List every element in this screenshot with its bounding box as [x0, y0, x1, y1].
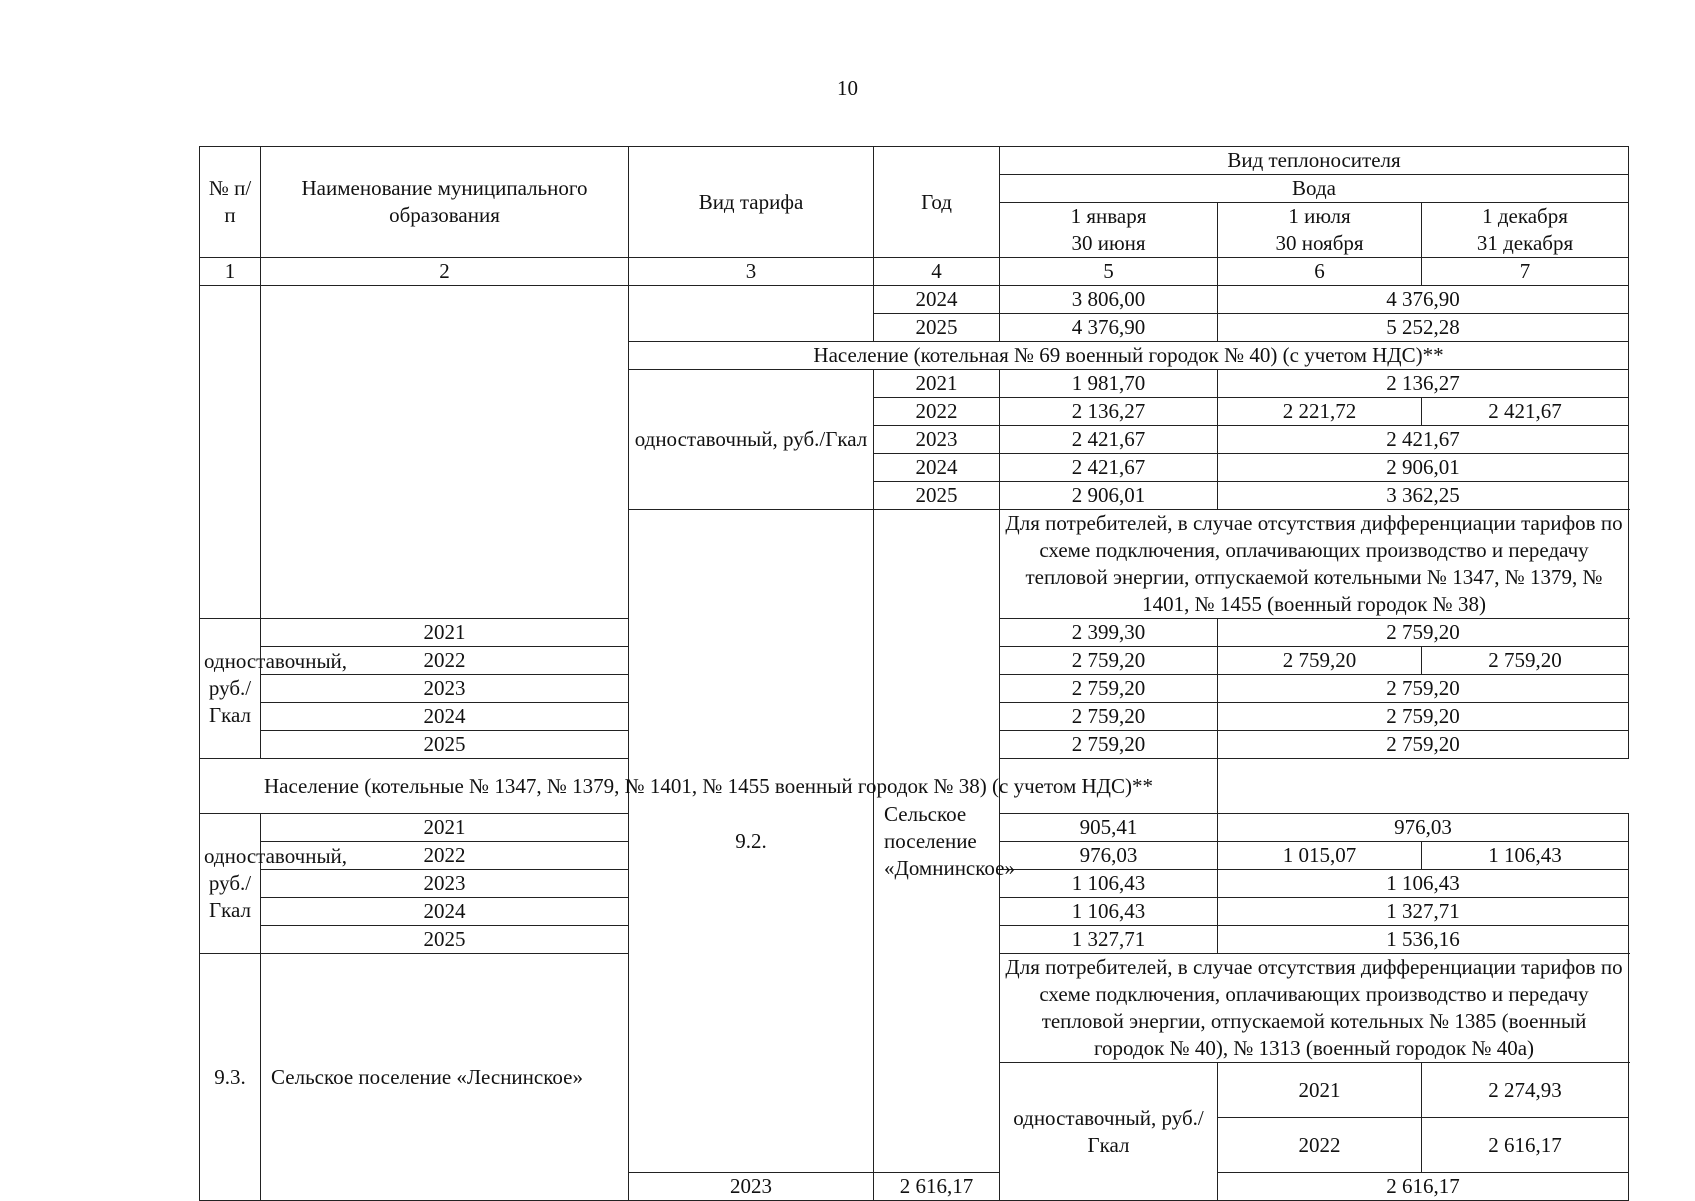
- column-number-row: [200, 258, 1629, 286]
- value-cell: 4 376,90: [1000, 314, 1218, 342]
- value-cell: 905,41: [1000, 814, 1218, 842]
- column-number: 4: [874, 258, 1000, 286]
- value-cell: 2 421,67: [1000, 426, 1218, 454]
- year-cell: 2025: [874, 482, 1000, 510]
- year-cell: 2021: [261, 814, 629, 842]
- value-cell: 1 981,70: [1000, 370, 1218, 398]
- tariff-cell: одноставочный, руб./Гкал: [629, 370, 874, 510]
- page-number: 10: [837, 76, 858, 100]
- column-number: 5: [1000, 258, 1218, 286]
- header-period-3: 1 декабря 31 декабря: [1422, 203, 1629, 258]
- year-cell: 2024: [261, 898, 629, 926]
- group-caption: Население (котельная № 69 военный городок № 40) (с учетом НДС)**: [629, 342, 1629, 370]
- tariff-cell: одноставочный, руб./Гкал: [200, 814, 261, 954]
- value-cell: 2 421,67: [1218, 426, 1629, 454]
- tariff-table: [199, 146, 1629, 1201]
- value-cell: 3 806,00: [1000, 286, 1218, 314]
- column-number: 7: [1422, 258, 1629, 286]
- value-cell: 2 906,01: [1218, 454, 1629, 482]
- year-cell: 2021: [874, 370, 1000, 398]
- year-cell: 2023: [629, 1173, 874, 1201]
- header-col-tariff: Вид тарифа: [629, 147, 874, 258]
- value-cell: 1 015,07: [1218, 842, 1422, 870]
- value-cell: 2 759,20: [1000, 731, 1218, 759]
- value-cell: 2 759,20: [1218, 647, 1422, 675]
- value-cell: 2 759,20: [1218, 703, 1629, 731]
- value-cell: 2 759,20: [1218, 675, 1629, 703]
- value-cell: 1 106,43: [1000, 870, 1218, 898]
- value-cell: 2 759,20: [1000, 647, 1218, 675]
- value-cell: 2 759,20: [1218, 619, 1629, 647]
- year-cell: 2025: [261, 926, 629, 954]
- header-period-2: 1 июля 30 ноября: [1218, 203, 1422, 258]
- entity-name-cell: [261, 286, 629, 619]
- header-row: [200, 147, 1629, 175]
- year-cell: 2023: [261, 870, 629, 898]
- value-cell: 2 759,20: [1000, 703, 1218, 731]
- value-cell: 2 759,20: [1422, 647, 1629, 675]
- year-cell: 2023: [874, 426, 1000, 454]
- value-cell: 2 421,67: [1422, 398, 1629, 426]
- entity-name-cell: Сельское поселение «Домнинское»: [874, 510, 1000, 1173]
- header-col-year: Год: [874, 147, 1000, 258]
- group-caption: Для потребителей, в случае отсутствия дифференциации тарифов по схеме подключения, оплачивающих производство и передачу тепловой энергии, отпускаемой котельными № 1347, № 1379, № 1401, № 1455 (военный городок № 38): [1000, 510, 1629, 619]
- year-cell: 2021: [261, 619, 629, 647]
- value-cell: 1 106,43: [1000, 898, 1218, 926]
- year-cell: 2021: [1218, 1063, 1422, 1118]
- value-cell: 1 106,43: [1422, 842, 1629, 870]
- value-cell: 2 759,20: [1218, 731, 1629, 759]
- value-cell: 2 136,27: [1218, 370, 1629, 398]
- value-cell: 1 327,71: [1000, 926, 1218, 954]
- value-cell: 2 616,17: [874, 1173, 1000, 1201]
- year-cell: 2022: [261, 842, 629, 870]
- year-cell: 2022: [261, 647, 629, 675]
- year-cell: 2022: [1218, 1118, 1422, 1173]
- column-number: 6: [1218, 258, 1422, 286]
- value-cell: 2 906,01: [1000, 482, 1218, 510]
- entity-num-cell: 9.3.: [200, 954, 261, 1201]
- value-cell: 2 616,17: [1218, 1173, 1629, 1201]
- year-cell: 2025: [261, 731, 629, 759]
- value-cell: 1 106,43: [1218, 870, 1629, 898]
- value-cell: 2 274,93: [1422, 1063, 1629, 1118]
- header-heat-carrier: Вид теплоносителя: [1000, 147, 1629, 175]
- header-period-1: 1 января 30 июня: [1000, 203, 1218, 258]
- year-cell: 2022: [874, 398, 1000, 426]
- year-cell: 2023: [261, 675, 629, 703]
- group-caption: Для потребителей, в случае отсутствия дифференциации тарифов по схеме подключения, оплачивающих производство и передачу тепловой энергии, отпускаемой котельных № 1385 (военный городок № 40), № 1313 (военный городок № 40а): [1000, 954, 1629, 1063]
- column-number: 3: [629, 258, 874, 286]
- value-cell: 2 136,27: [1000, 398, 1218, 426]
- year-cell: 2024: [874, 286, 1000, 314]
- header-col-name: Наименование муниципального образования: [261, 147, 629, 258]
- entity-num-cell: [200, 286, 261, 619]
- value-cell: 2 399,30: [1000, 619, 1218, 647]
- tariff-cell: одноставочный, руб./Гкал: [200, 619, 261, 759]
- header-water: Вода: [1000, 175, 1629, 203]
- value-cell: 1 536,16: [1218, 926, 1629, 954]
- entity-name-cell: Сельское поселение «Леснинское»: [261, 954, 629, 1201]
- value-cell: 976,03: [1000, 842, 1218, 870]
- value-cell: 1 327,71: [1218, 898, 1629, 926]
- value-cell: 2 616,17: [1422, 1118, 1629, 1173]
- header-col-num: № п/п: [200, 147, 261, 258]
- entity-num-cell: 9.2.: [629, 510, 874, 1173]
- year-cell: 2025: [874, 314, 1000, 342]
- value-cell: 2 221,72: [1218, 398, 1422, 426]
- value-cell: 2 759,20: [1000, 675, 1218, 703]
- column-number: 1: [200, 258, 261, 286]
- year-cell: 2024: [261, 703, 629, 731]
- value-cell: 2 421,67: [1000, 454, 1218, 482]
- column-number: 2: [261, 258, 629, 286]
- year-cell: 2024: [874, 454, 1000, 482]
- value-cell: 4 376,90: [1218, 286, 1629, 314]
- tariff-cell: [629, 286, 874, 342]
- value-cell: 976,03: [1218, 814, 1629, 842]
- tariff-cell: одноставочный, руб./Гкал: [1000, 1063, 1218, 1201]
- value-cell: 3 362,25: [1218, 482, 1629, 510]
- table-row: [200, 286, 1629, 314]
- group-caption: Население (котельные № 1347, № 1379, № 1401, № 1455 военный городок № 38) (с учетом НДС)**: [200, 759, 1218, 814]
- value-cell: 5 252,28: [1218, 314, 1629, 342]
